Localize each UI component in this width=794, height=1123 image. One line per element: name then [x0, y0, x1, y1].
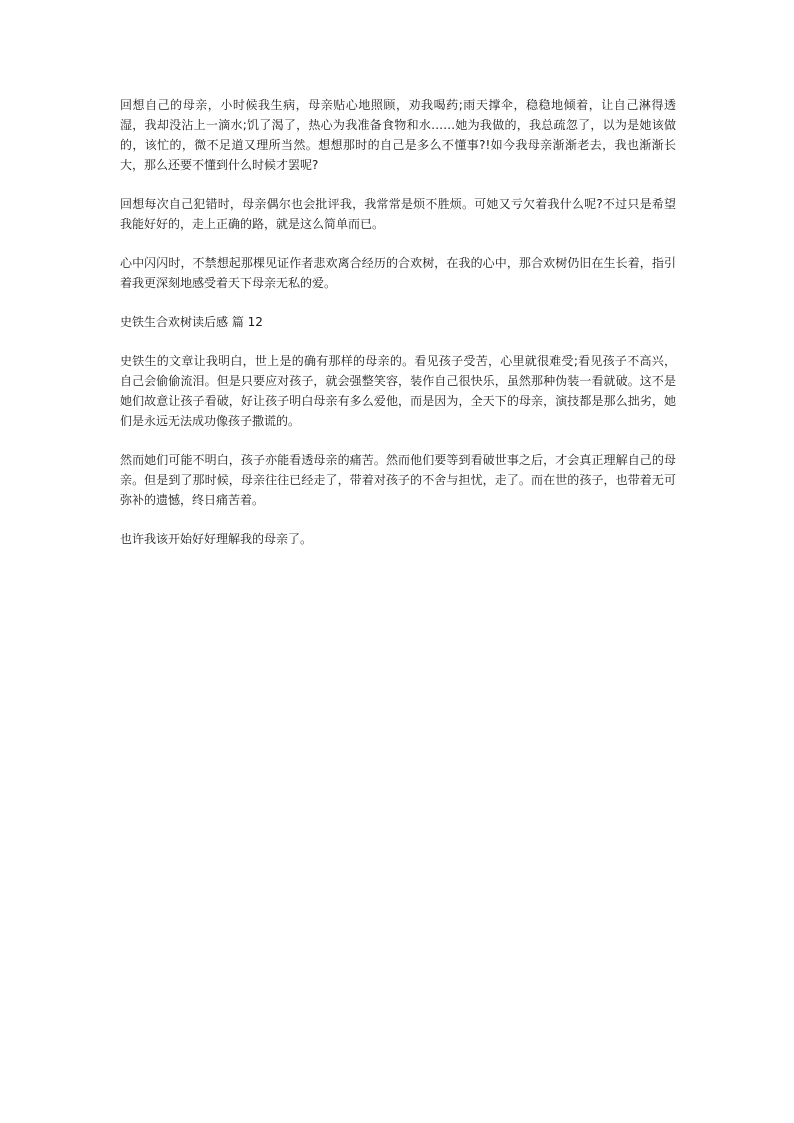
paragraph-recalling-mother: 回想自己的母亲，小时候我生病，母亲贴心地照顾，劝我喝药;雨天撑伞，稳稳地倾着，让自己淋得透湿，我却没沾上一滴水;饥了渴了，热心为我准备食物和水……她为我做的，我总疏忽了，以为是她该做的，该忙的，微不足道又理所当然。想想那时的自己是多么不懂事?!如今我母亲渐渐老去，我也渐渐长大，那么还要不懂到什么时候才罢呢?: [120, 98, 676, 172]
section-heading: 史铁生合欢树读后感 篇 12: [120, 315, 263, 329]
paragraph-silk-tree: 心中闪闪时，不禁想起那棵见证作者悲欢离合经历的合欢树，在我的心中，那合欢树仍旧在生长着，指引着我更深刻地感受着天下母亲无私的爱。: [120, 256, 676, 290]
paragraph-regret: 然而她们可能不明白，孩子亦能看透母亲的痛苦。然而他们要等到看破世事之后，才会真正理解自己的母亲。但是到了那时候，母亲往往已经走了，带着对孩子的不舍与担忧，走了。而在世的孩子，也带着无可弥补的遗憾，终日痛苦着。: [120, 453, 676, 507]
document-body: [120, 95, 676, 568]
paragraph-understanding: 史铁生的文章让我明白，世上是的确有那样的母亲的。看见孩子受苦，心里就很难受;看见孩子不高兴，自己会偷偷流泪。但是只要应对孩子，就会强整笑容，装作自己很快乐，虽然那种伪装一看就破。这不是她们故意让孩子看破，好让孩子明白母亲有多么爱他，而是因为，全天下的母亲，演技都是那么拙劣，她们是永远无法成功像孩子撒谎的。: [120, 354, 676, 428]
paragraph-recalling-mistakes: 回想每次自己犯错时，母亲偶尔也会批评我，我常常是烦不胜烦。可她又亏欠着我什么呢?不过只是希望我能好好的，走上正确的路，就是这么简单而已。: [120, 197, 676, 231]
paragraph-conclusion: 也许我该开始好好理解我的母亲了。: [120, 532, 313, 546]
